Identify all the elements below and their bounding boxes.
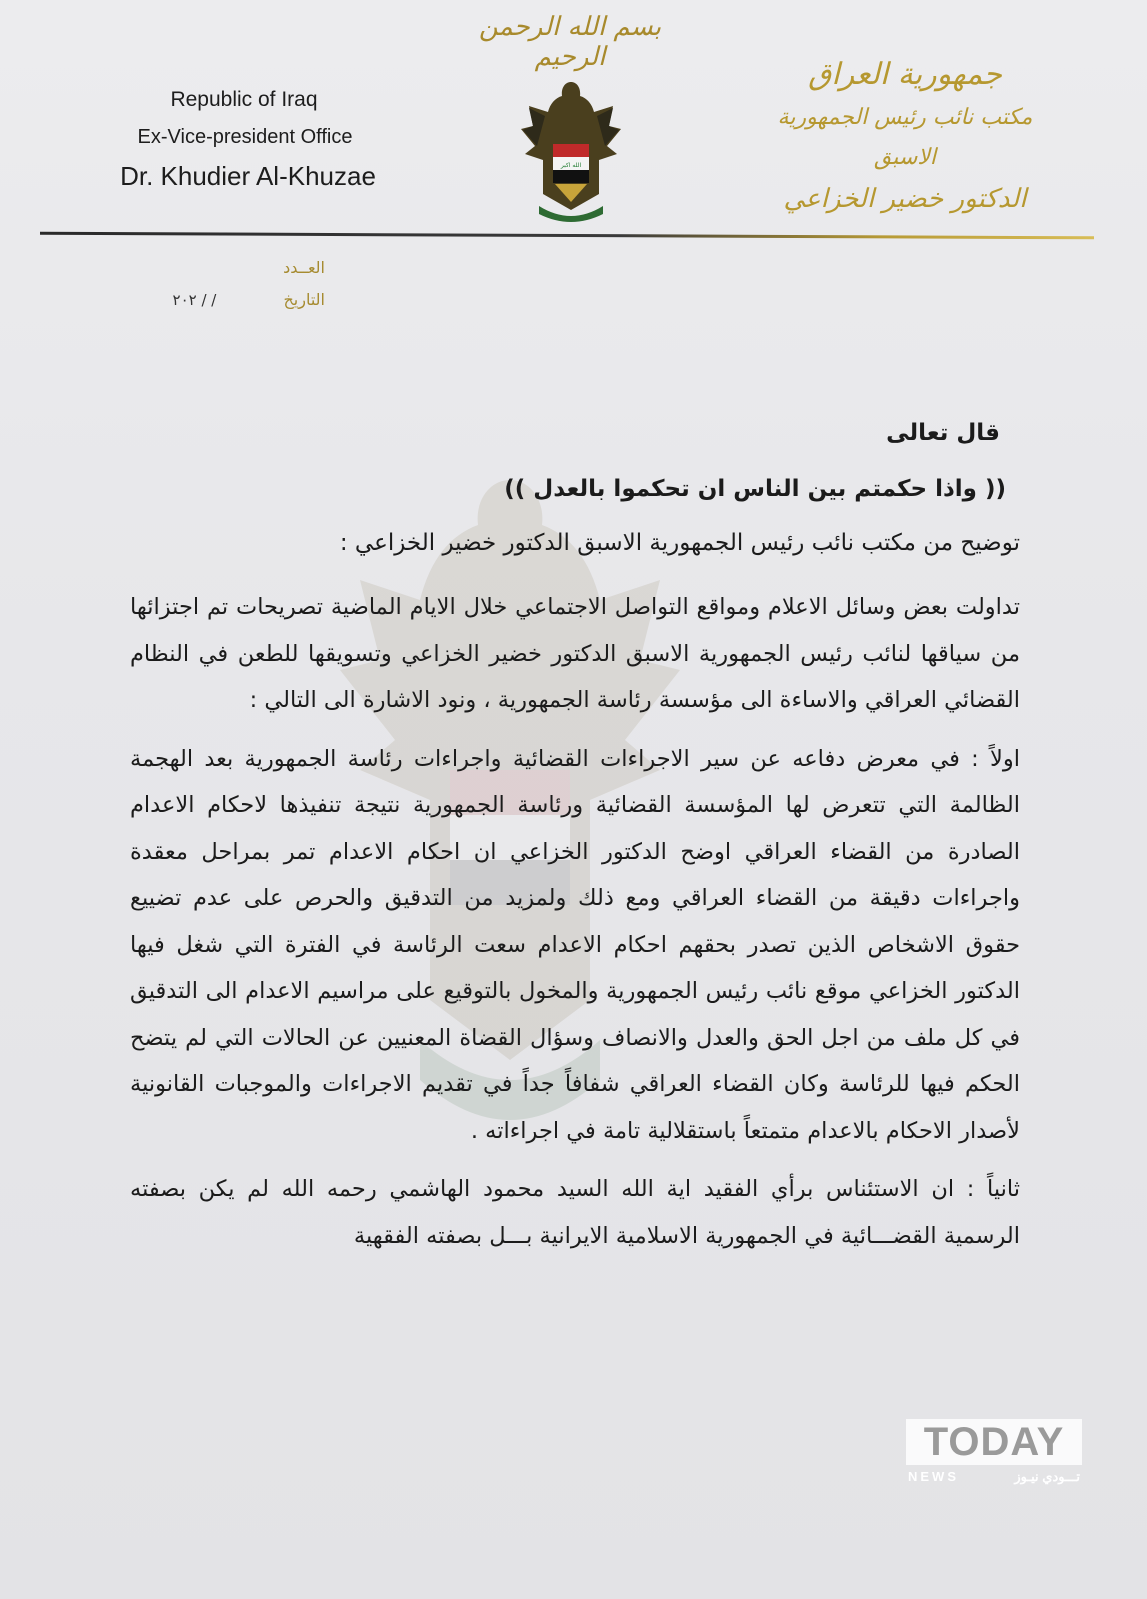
reference-number-label: العــدد bbox=[283, 258, 325, 277]
paragraph-intro: تداولت بعض وسائل الاعلام ومواقع التواصل الاجتماعي خلال الايام الماضية تصريحات تم اجتزائها من سياقها لنائب رئيس الجمهورية الاسبق الدكتور خضير الخزاعي وتسويقها للطعن في النظام القضائي العراقي والاساءة الى مؤسسة رئاسة الجمهورية ، ونود الاشارة الى التالي : bbox=[130, 594, 1020, 713]
official-name-ar: الدكتور خضير الخزاعي bbox=[783, 184, 1027, 214]
iraq-eagle-emblem-icon bbox=[515, 76, 627, 224]
office-name-ar: مكتب نائب رئيس الجمهورية الاسبق bbox=[777, 105, 1033, 170]
clarification-heading: توضيح من مكتب نائب رئيس الجمهورية الاسبق الدكتور خضير الخزاعي : bbox=[339, 530, 1020, 556]
svg-text:الله اكبر: الله اكبر bbox=[560, 162, 582, 169]
english-letterhead bbox=[84, 82, 414, 196]
basmala-calligraphy: بسم الله الرحمن الرحيم bbox=[478, 12, 662, 72]
today-logo-subtitle bbox=[906, 1469, 1082, 1487]
country-name-en: Republic of Iraq bbox=[170, 88, 318, 111]
arabic-letterhead bbox=[760, 52, 1050, 220]
letter-body bbox=[130, 420, 1020, 1259]
today-logo-news: NEWS bbox=[908, 1469, 959, 1484]
date-label: التاريخ bbox=[283, 290, 325, 309]
today-logo-word: TODAY bbox=[906, 1419, 1082, 1465]
country-name-ar: جمهورية العراق bbox=[808, 57, 1002, 92]
date-value: / / ٢٠٢ bbox=[172, 291, 217, 309]
paragraph-first-point: اولاً : في معرض دفاعه عن سير الاجراءات القضائية واجراءات رئاسة الجمهورية بعد الهجمة الظالمة التي تتعرض لها المؤسسة القضائية ورئاسة الجمهورية نتيجة تنفيذها لاحكام الاعدام الصادرة من القضاء العراقي اوضح الدكتور الخزاعي ان احكام الاعدام تمر بمراحل معقدة واجراءات دقيقة من القضاء العراقي ومع ذلك ولمزيد من التدقيق والحرص على عدم تضييع حقوق الاشخاص الذين تصدر بحقهم احكام الاعدام سعت الرئاسة في الفترة التي شغل فيها الدكتور الخزاعي موقع نائب رئيس الجمهورية والمخول بالتوقيع على مراسيم الاعدام الى التدقيق في كل ملف من اجل الحق والعدل والانصاف وسؤال القضاة المعنيين عن الحالات التي لم يتضح الحكم فيها للرئاسة وكان القضاء العراقي شفافاً جداً في تقديم الاجراءات والموجبات القانونية لأصدار الاحكام بالاعدام متمتعاً باستقلالية تامة في اجراءاته . bbox=[130, 745, 1020, 1144]
today-news-logo bbox=[906, 1419, 1082, 1489]
today-logo-arabic: تـــودي نيـوز bbox=[1014, 1469, 1080, 1484]
quran-verse: (( واذا حكمتم بين الناس ان تحكموا بالعدل )) bbox=[504, 476, 1006, 502]
office-name-en: Ex-Vice-president Office bbox=[137, 126, 353, 148]
official-name-en: Dr. Khudier Al-Khuzae bbox=[120, 161, 376, 191]
date-row bbox=[173, 284, 325, 316]
reference-block bbox=[173, 252, 325, 316]
quote-intro: قال تعالى bbox=[886, 420, 1000, 446]
header-divider bbox=[40, 232, 1094, 240]
paragraph-second-point: ثانياً : ان الاستئناس برأي الفقيد اية الله السيد محمود الهاشمي رحمه الله لم يكن بصفته الرسمية القضـــائية في الجمهورية الاسلامية الايرانية بـــل بصفته الفقهية bbox=[130, 1176, 1020, 1249]
